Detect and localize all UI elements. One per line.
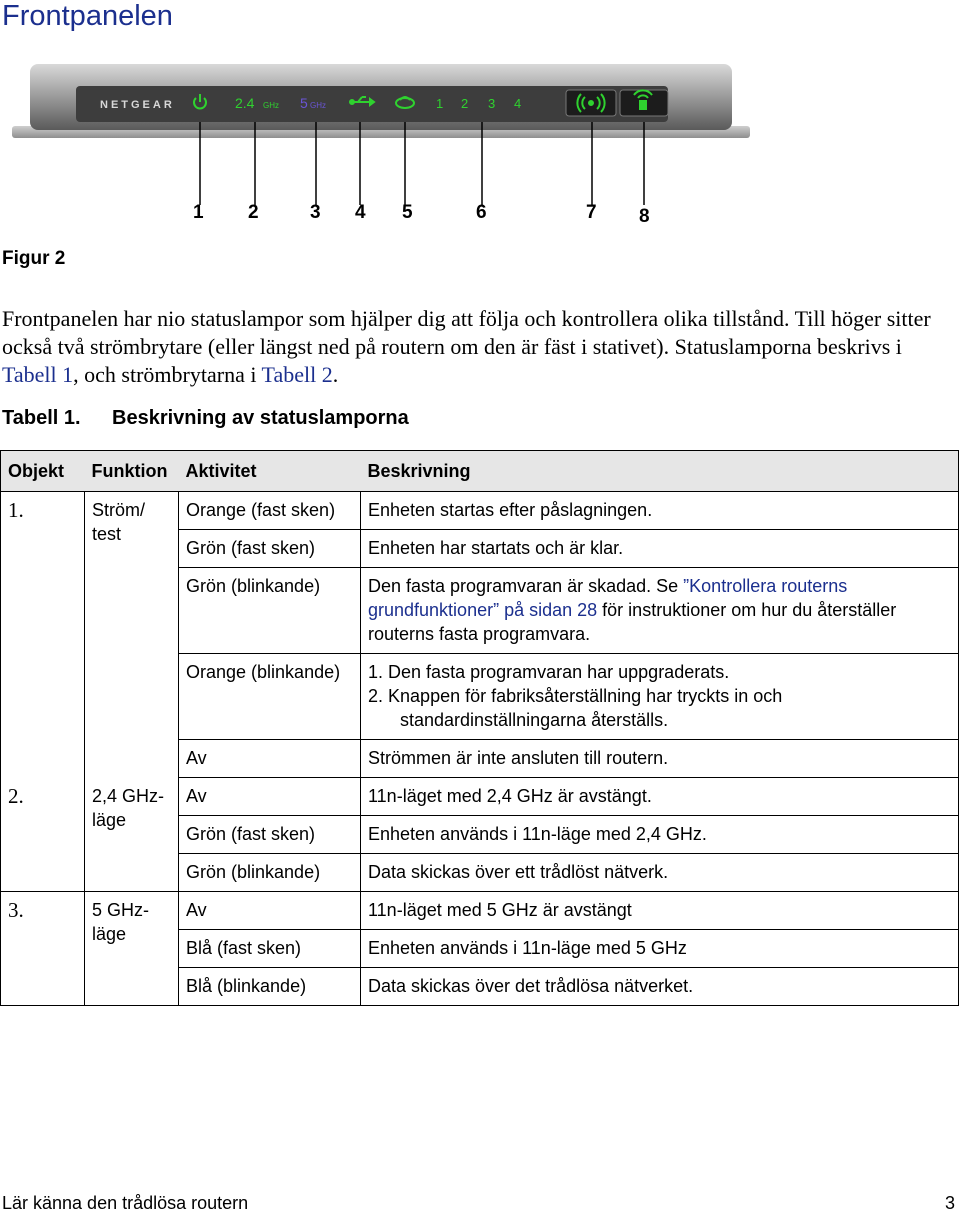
desc-text: för instruktioner om hur du återställer routerns fasta programvara.	[368, 600, 897, 644]
header-beskrivning: Beskrivning	[361, 451, 959, 492]
list-text: Den fasta programvaran har uppgraderats.	[388, 662, 730, 682]
table-caption-title: Beskrivning av statuslamporna	[112, 407, 409, 429]
callout-1: 1	[193, 202, 204, 223]
table2-link[interactable]: Tabell 2	[261, 362, 333, 387]
intro-text: Frontpanelen har nio statuslampor som hjälper dig att följa och kontrollera olika tillstånd. Till höger sitter också två strömbrytare (eller längst ned på routern om den är fäst i stativet). Statuslamporna beskrivs i	[2, 306, 931, 359]
band5-unit: GHz	[310, 101, 326, 110]
aktivitet-cell: Grön (fast sken)	[179, 530, 361, 568]
callout-3: 3	[310, 202, 321, 223]
aktivitet-cell: Av	[179, 740, 361, 778]
header-funktion: Funktion	[85, 451, 179, 492]
beskrivning-cell: 11n-läget med 5 GHz är avstängt	[361, 892, 959, 930]
band5-label: 5	[300, 95, 308, 111]
beskrivning-cell: Enheten startas efter påslagningen.	[361, 492, 959, 530]
intro-paragraph	[2, 305, 952, 389]
header-objekt: Objekt	[1, 451, 85, 492]
aktivitet-cell: Av	[179, 778, 361, 816]
callout-4: 4	[355, 202, 366, 223]
objekt-cell: 3.	[1, 892, 85, 1006]
funktion-cell: 5 GHz-läge	[85, 892, 179, 1006]
aktivitet-cell: Orange (blinkande)	[179, 654, 361, 740]
page-title: Frontpanelen	[2, 0, 173, 32]
band24-label: 2.4	[235, 95, 255, 111]
footer-text: Lär känna den trådlösa routern	[2, 1193, 249, 1213]
cross-reference-link[interactable]: ”Kontrollera routerns grundfunktioner” på sidan 28	[368, 576, 848, 620]
beskrivning-cell: Data skickas över ett trådlöst nätverk.	[361, 854, 959, 892]
lan4-label: 4	[514, 96, 522, 111]
callout-8: 8	[639, 206, 650, 227]
list-number: 2.	[368, 686, 384, 706]
page-number: 3	[944, 1193, 955, 1213]
aktivitet-cell: Blå (fast sken)	[179, 930, 361, 968]
list-item	[368, 684, 952, 732]
beskrivning-cell: Strömmen är inte ansluten till routern.	[361, 740, 959, 778]
list-item	[368, 660, 952, 684]
aktivitet-cell: Orange (fast sken)	[179, 492, 361, 530]
callout-5: 5	[402, 202, 413, 223]
lan3-label: 3	[488, 96, 496, 111]
band24-unit: GHz	[263, 101, 279, 110]
figure-caption: Figur 2	[2, 248, 66, 269]
beskrivning-cell	[361, 568, 959, 654]
table-row	[1, 492, 959, 530]
callout-7: 7	[586, 202, 597, 223]
table1-link[interactable]: Tabell 1	[2, 362, 74, 387]
status-lights-table	[0, 450, 959, 1006]
aktivitet-cell: Grön (blinkande)	[179, 854, 361, 892]
list-number: 1.	[368, 662, 384, 682]
beskrivning-cell	[361, 654, 959, 740]
aktivitet-cell: Grön (blinkande)	[179, 568, 361, 654]
table-row	[1, 778, 959, 816]
objekt-cell: 2.	[1, 778, 85, 892]
table-caption-label: Tabell 1.	[2, 407, 81, 429]
table-row	[1, 892, 959, 930]
header-aktivitet: Aktivitet	[179, 451, 361, 492]
table-header-row	[1, 451, 959, 492]
router-front-panel-figure	[0, 60, 960, 205]
intro-text: , och strömbrytarna i	[73, 362, 262, 387]
desc-text: Den fasta programvaran är skadad. Se	[368, 576, 684, 596]
beskrivning-cell: Data skickas över det trådlösa nätverket.	[368, 976, 694, 996]
intro-text: .	[332, 362, 339, 387]
beskrivning-cell: Enheten har startats och är klar.	[361, 530, 959, 568]
beskrivning-cell: Enheten används i 11n-läge med 5 GHz	[361, 930, 959, 968]
callout-2: 2	[248, 202, 259, 223]
aktivitet-cell: Blå (blinkande)	[179, 968, 361, 1006]
aktivitet-cell: Grön (fast sken)	[179, 816, 361, 854]
list-text: Knappen för fabriksåterställning har tryckts in och standardinställningarna återställs.	[388, 686, 783, 730]
beskrivning-cell: 11n-läget med 2,4 GHz är avstängt.	[361, 778, 959, 816]
lan2-label: 2	[461, 96, 469, 111]
callout-6: 6	[476, 202, 487, 223]
funktion-cell: Ström/ test	[85, 492, 179, 778]
objekt-cell: 1.	[1, 492, 85, 778]
panel-brand: NETGEAR	[100, 99, 175, 111]
beskrivning-cell: Enheten används i 11n-läge med 2,4 GHz.	[361, 816, 959, 854]
table-caption	[2, 407, 409, 430]
numbered-list	[368, 660, 952, 732]
lan1-label: 1	[436, 96, 444, 111]
aktivitet-cell: Av	[179, 892, 361, 930]
funktion-cell: 2,4 GHz-läge	[85, 778, 179, 892]
